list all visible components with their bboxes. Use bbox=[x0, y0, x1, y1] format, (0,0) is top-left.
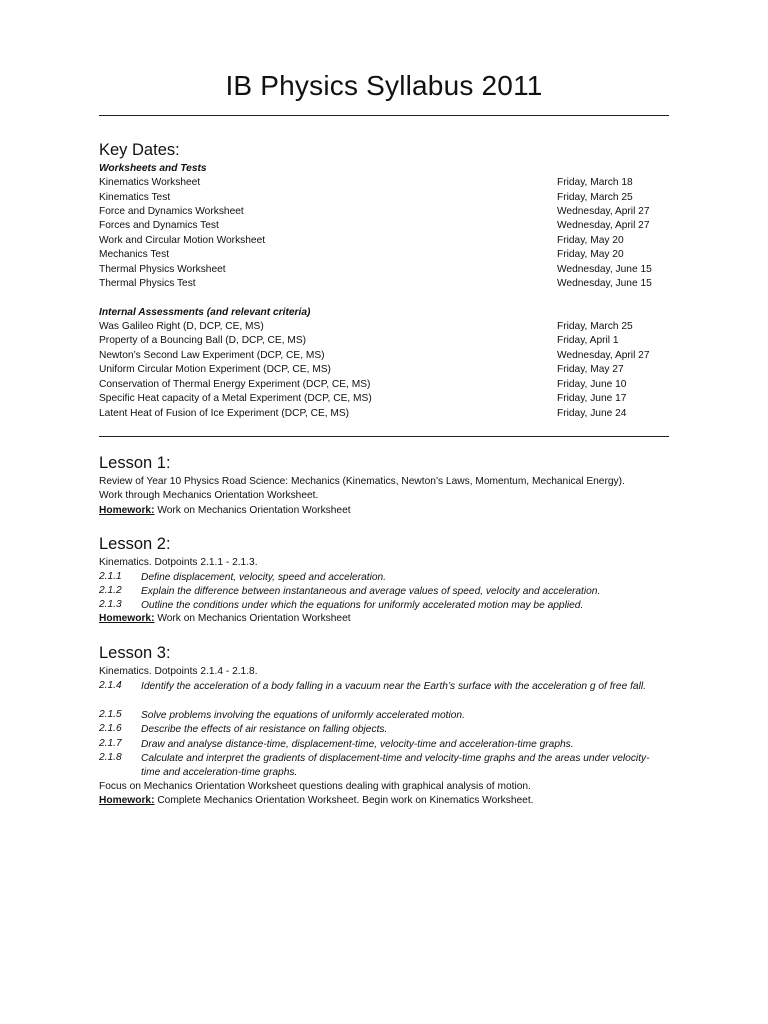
ia-date: Friday, June 17 bbox=[557, 393, 627, 404]
lesson1-text: Review of Year 10 Physics Road Science: Mechanics (Kinematics, Newton’s Laws, Momentum, Mechanical Energy). bbox=[99, 476, 625, 487]
dotpoint-number: 2.1.5 bbox=[99, 709, 122, 720]
lesson2-intro: Kinematics. Dotpoints 2.1.1 - 2.1.3. bbox=[99, 557, 258, 568]
dotpoint-text: Draw and analyse distance-time, displacement-time, velocity-time and acceleration-time graphs. bbox=[141, 739, 574, 750]
worksheet-item: Kinematics Test bbox=[99, 192, 171, 203]
dotpoint-text: Explain the difference between instantaneous and average values of speed, velocity and acceleration. bbox=[141, 586, 601, 597]
worksheet-date: Friday, March 18 bbox=[557, 177, 633, 188]
worksheet-item: Thermal Physics Test bbox=[99, 278, 196, 289]
ia-item: Specific Heat capacity of a Metal Experiment (DCP, CE, MS) bbox=[99, 393, 372, 404]
dotpoint-text: Solve problems involving the equations of uniformly accelerated motion. bbox=[141, 710, 465, 721]
lesson1-homework bbox=[99, 505, 351, 516]
dotpoint-number: 2.1.6 bbox=[99, 723, 122, 734]
lesson3-homework bbox=[99, 795, 533, 806]
dotpoint-text: Describe the effects of air resistance on falling objects. bbox=[141, 724, 388, 735]
ia-item: Was Galileo Right (D, DCP, CE, MS) bbox=[99, 321, 264, 332]
worksheet-item: Mechanics Test bbox=[99, 249, 170, 260]
homework-text: Complete Mechanics Orientation Worksheet. Begin work on Kinematics Worksheet. bbox=[154, 795, 534, 806]
ia-item: Property of a Bouncing Ball (D, DCP, CE, MS) bbox=[99, 335, 307, 346]
dotpoint-number: 2.1.8 bbox=[99, 752, 122, 763]
lesson3-focus: Focus on Mechanics Orientation Worksheet questions dealing with graphical analysis of motion. bbox=[99, 781, 531, 792]
homework-text: Work on Mechanics Orientation Worksheet bbox=[154, 613, 351, 624]
homework-label: Homework: bbox=[99, 613, 155, 624]
ia-date: Friday, June 10 bbox=[557, 379, 627, 390]
ia-date: Friday, May 27 bbox=[557, 364, 624, 375]
worksheet-item: Work and Circular Motion Worksheet bbox=[99, 235, 266, 246]
page-title: IB Physics Syllabus 2011 bbox=[225, 70, 543, 101]
worksheet-item: Thermal Physics Worksheet bbox=[99, 264, 226, 275]
lesson2-homework bbox=[99, 613, 351, 624]
ia-date: Friday, June 24 bbox=[557, 408, 627, 419]
worksheet-date: Wednesday, April 27 bbox=[557, 206, 650, 217]
ia-item: Uniform Circular Motion Experiment (DCP, CE, MS) bbox=[99, 364, 331, 375]
worksheet-date: Friday, May 20 bbox=[557, 235, 624, 246]
lesson1-text: Work through Mechanics Orientation Worksheet. bbox=[99, 490, 319, 501]
dotpoint-number: 2.1.2 bbox=[99, 585, 122, 596]
dotpoint-number: 2.1.4 bbox=[99, 680, 122, 691]
worksheet-date: Friday, May 20 bbox=[557, 249, 624, 260]
worksheet-date: Friday, March 25 bbox=[557, 192, 633, 203]
dotpoint-text: Identify the acceleration of a body falling in a vacuum near the Earth’s surface with the acceleration g of free fall. bbox=[141, 681, 646, 692]
worksheet-date: Wednesday, April 27 bbox=[557, 220, 650, 231]
dotpoint-number: 2.1.1 bbox=[99, 571, 122, 582]
worksheet-date: Wednesday, June 15 bbox=[557, 264, 652, 275]
lesson2-heading: Lesson 2: bbox=[99, 535, 171, 553]
ia-date: Wednesday, April 27 bbox=[557, 350, 650, 361]
worksheet-item: Kinematics Worksheet bbox=[99, 177, 201, 188]
worksheet-item: Force and Dynamics Worksheet bbox=[99, 206, 244, 217]
lesson3-intro: Kinematics. Dotpoints 2.1.4 - 2.1.8. bbox=[99, 666, 258, 677]
lesson3-heading: Lesson 3: bbox=[99, 644, 171, 662]
homework-text: Work on Mechanics Orientation Worksheet bbox=[154, 505, 351, 516]
homework-label: Homework: bbox=[99, 505, 155, 516]
homework-label: Homework: bbox=[99, 795, 155, 806]
ia-item: Conservation of Thermal Energy Experiment (DCP, CE, MS) bbox=[99, 379, 371, 390]
key-dates-heading: Key Dates: bbox=[99, 141, 180, 159]
key-dates-divider bbox=[99, 436, 669, 437]
dotpoint-text: Calculate and interpret the gradients of displacement-time and velocity-time graphs and the areas under velocity-time and acceleration-time graphs. bbox=[141, 753, 650, 778]
ia-date: Friday, April 1 bbox=[557, 335, 619, 346]
worksheet-date: Wednesday, June 15 bbox=[557, 278, 652, 289]
ia-item: Newton’s Second Law Experiment (DCP, CE, MS) bbox=[99, 350, 325, 361]
ia-subheading: Internal Assessments (and relevant criteria) bbox=[99, 307, 311, 318]
title-divider bbox=[99, 115, 669, 116]
ia-item: Latent Heat of Fusion of Ice Experiment (DCP, CE, MS) bbox=[99, 408, 350, 419]
worksheet-item: Forces and Dynamics Test bbox=[99, 220, 219, 231]
ia-date: Friday, March 25 bbox=[557, 321, 633, 332]
dotpoint-number: 2.1.3 bbox=[99, 599, 122, 610]
dotpoint-text: Outline the conditions under which the equations for uniformly accelerated motion may be applied. bbox=[141, 600, 584, 611]
lesson1-heading: Lesson 1: bbox=[99, 454, 171, 472]
dotpoint-number: 2.1.7 bbox=[99, 738, 122, 749]
dotpoint-text: Define displacement, velocity, speed and acceleration. bbox=[141, 572, 387, 583]
worksheets-subheading: Worksheets and Tests bbox=[99, 163, 207, 174]
